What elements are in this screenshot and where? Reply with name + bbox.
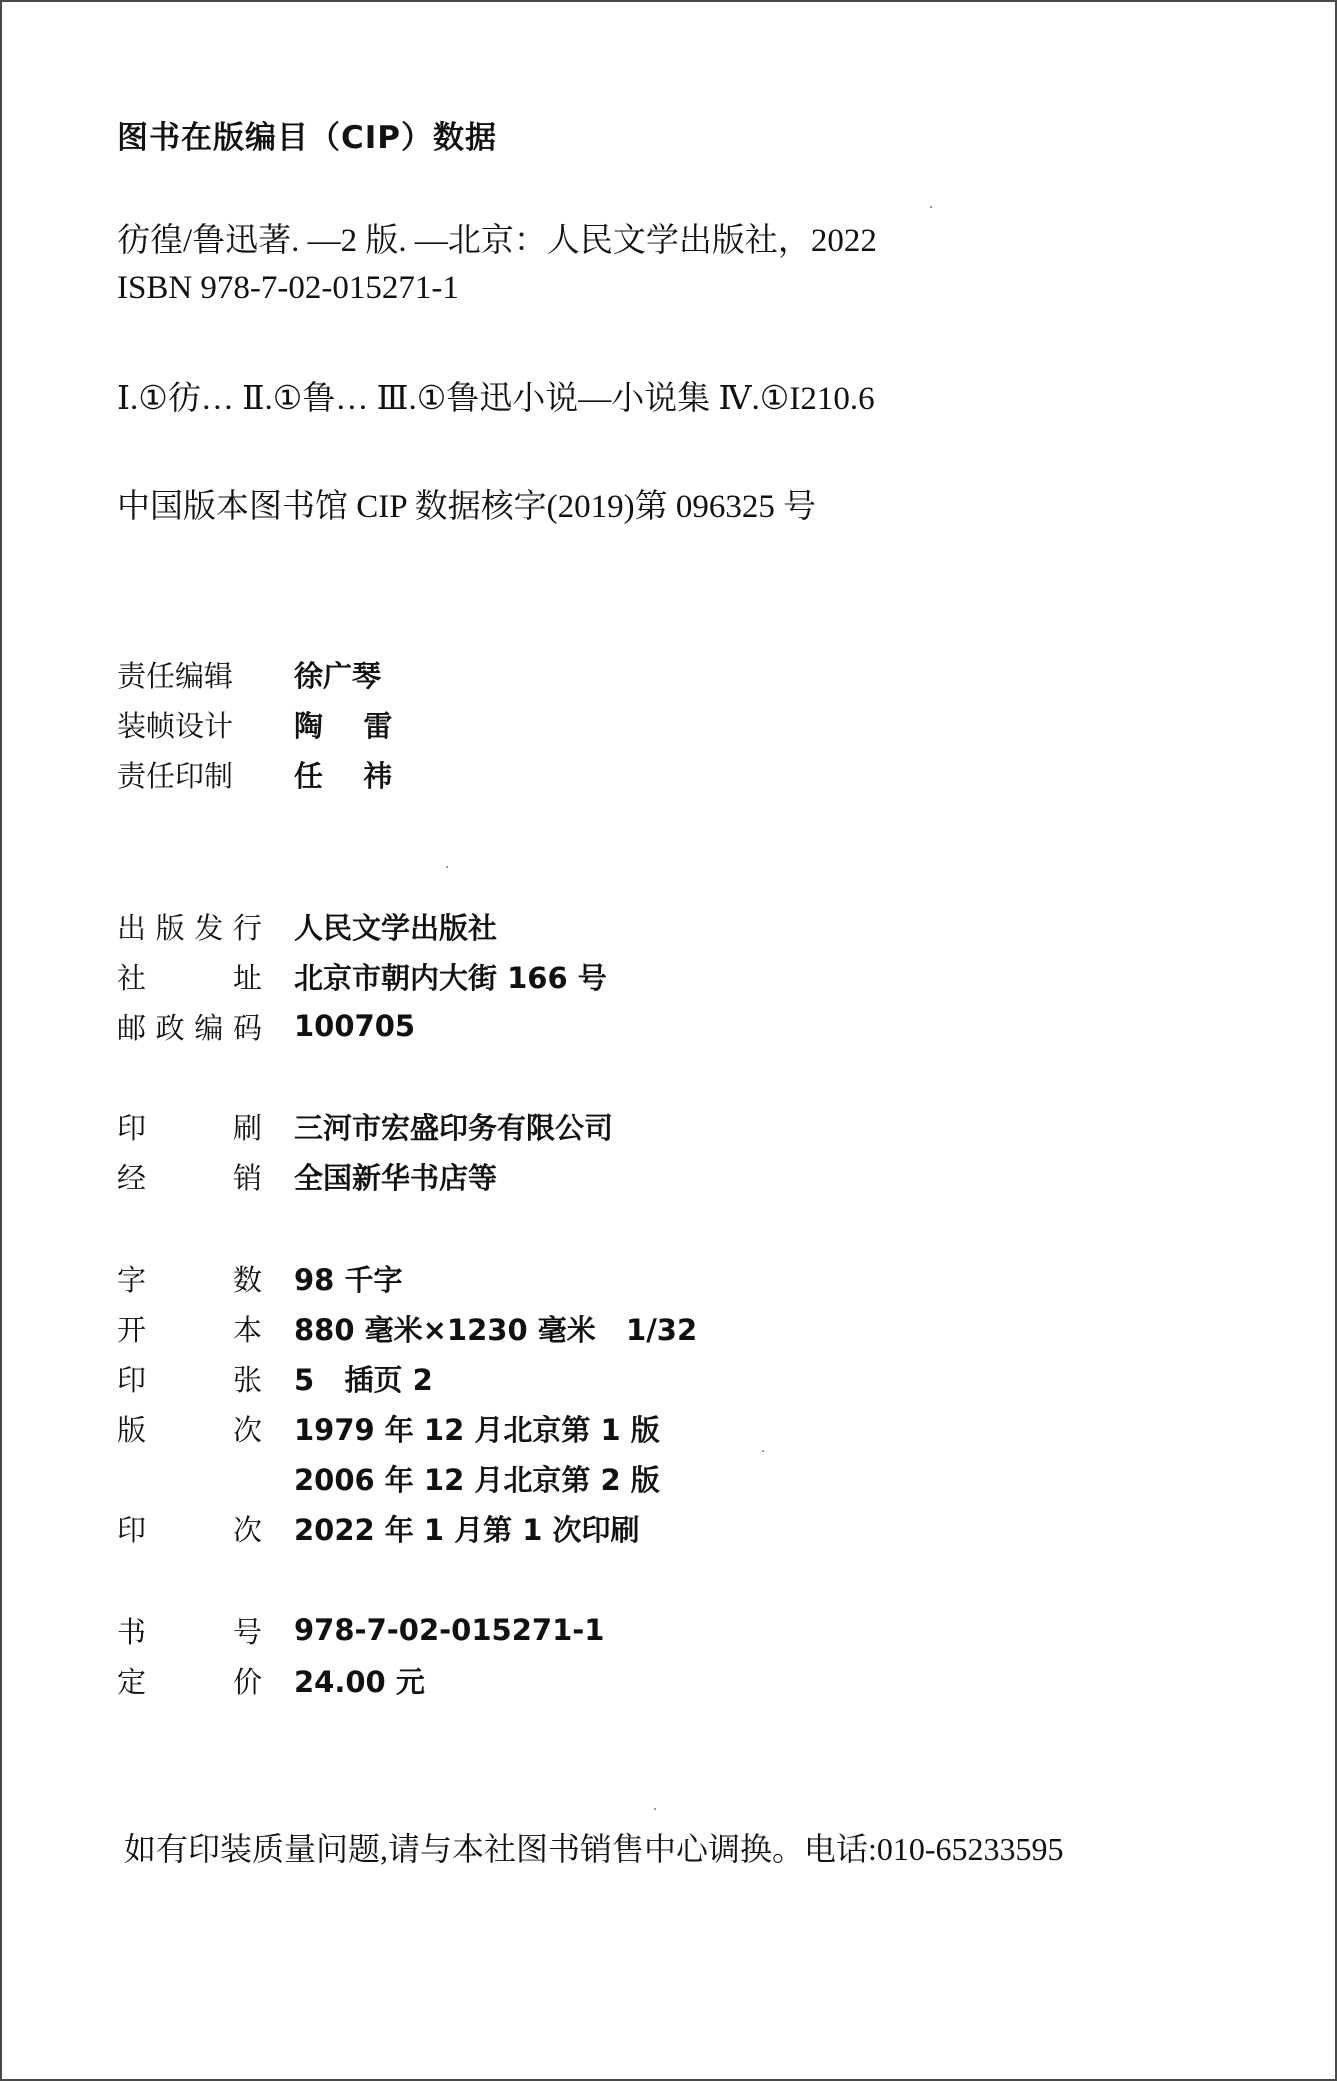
cip-isbn-line: ISBN 978-7-02-015271-1 (117, 270, 459, 306)
label-char: 经 (117, 1160, 147, 1195)
field-label (117, 1408, 262, 1449)
scan-speck (446, 866, 448, 868)
credit-label: 装帧设计 (117, 708, 234, 743)
field-label (117, 1106, 262, 1147)
label-char: 开 (117, 1312, 147, 1347)
credit-value: 徐广琴 (294, 658, 382, 693)
label-char: 刷 (232, 1110, 262, 1145)
label-char: 号 (232, 1614, 262, 1649)
credit-row-printing-manager (117, 754, 393, 794)
scan-speck (654, 1808, 656, 1810)
credit-row-editor (117, 654, 382, 694)
spec-row-impression (117, 1508, 640, 1548)
field-label (117, 1258, 262, 1299)
label-char: 印 (117, 1110, 147, 1145)
field-value: 2022 年 1 月第 1 次印刷 (294, 1512, 640, 1547)
field-label (117, 1308, 262, 1349)
spec-row-format (117, 1308, 698, 1348)
printing-row-printer (117, 1106, 614, 1146)
label-char: 印 (117, 1512, 147, 1547)
spec-row-word-count (117, 1258, 403, 1298)
label-char: 次 (232, 1412, 262, 1447)
field-value: 1979 年 12 月北京第 1 版 (294, 1412, 660, 1447)
cip-title: 图书在版编目（CIP）数据 (117, 120, 498, 156)
field-label (117, 1156, 262, 1197)
cip-bibliographic-line: 彷徨/鲁迅著. —2 版. —北京：人民文学出版社，2022 (117, 223, 877, 259)
cip-classification-line: Ⅰ.①彷… Ⅱ.①鲁… Ⅲ.①鲁迅小说—小说集 Ⅳ.①I210.6 (117, 381, 875, 417)
label-char: 发 (194, 910, 224, 945)
label-char: 次 (232, 1512, 262, 1547)
cip-approval-number: 中国版本图书馆 CIP 数据核字(2019)第 096325 号 (117, 489, 817, 525)
scan-speck (762, 1450, 764, 1452)
label-char: 书 (117, 1614, 147, 1649)
label-char: 出 (117, 910, 147, 945)
scan-speck (930, 206, 932, 208)
label-char: 编 (194, 1010, 224, 1045)
label-char: 数 (232, 1262, 262, 1297)
label-char: 张 (232, 1362, 262, 1397)
label-char: 址 (232, 960, 262, 995)
label-char: 行 (232, 910, 262, 945)
credit-value: 陶 雷 (294, 708, 393, 743)
field-label (117, 1358, 262, 1399)
spec-row-edition-2 (117, 1458, 660, 1498)
field-value: 880 毫米×1230 毫米 1/32 (294, 1312, 698, 1347)
credit-label: 责任编辑 (117, 658, 234, 693)
field-value: 5 插页 2 (294, 1362, 433, 1397)
label-char: 字 (117, 1262, 147, 1297)
spec-row-sheets (117, 1358, 433, 1398)
publisher-row-address (117, 956, 607, 996)
field-value: 北京市朝内大街 166 号 (294, 960, 607, 995)
field-value: 人民文学出版社 (294, 910, 498, 945)
field-label (117, 956, 262, 997)
credit-value: 任 祎 (294, 758, 393, 793)
field-value: 2006 年 12 月北京第 2 版 (294, 1462, 660, 1497)
credit-label: 责任印制 (117, 758, 234, 793)
publisher-row-distributor (117, 906, 498, 946)
label-char: 印 (117, 1362, 147, 1397)
publisher-row-postcode (117, 1006, 416, 1046)
field-label (117, 1610, 262, 1651)
field-label (117, 1660, 262, 1701)
printing-row-distribution (117, 1156, 498, 1196)
pricing-row-isbn (117, 1610, 605, 1650)
label-char: 版 (117, 1412, 147, 1447)
quality-notice: 如有印装质量问题,请与本社图书销售中心调换。电话:010-65233595 (124, 1831, 1064, 1867)
pricing-row-price (117, 1660, 425, 1700)
field-value: 全国新华书店等 (294, 1160, 498, 1195)
label-char: 销 (232, 1160, 262, 1195)
label-char: 版 (155, 910, 185, 945)
field-value: 24.00 元 (294, 1664, 425, 1699)
credit-row-design (117, 704, 393, 744)
label-char: 邮 (117, 1010, 147, 1045)
field-label (117, 1006, 262, 1047)
label-char: 政 (155, 1010, 185, 1045)
field-value: 98 千字 (294, 1262, 403, 1297)
label-char: 价 (232, 1664, 262, 1699)
label-char: 本 (232, 1312, 262, 1347)
label-char: 社 (117, 960, 147, 995)
label-char: 定 (117, 1664, 147, 1699)
field-value: 100705 (294, 1009, 416, 1043)
field-value: 三河市宏盛印务有限公司 (294, 1110, 614, 1145)
field-label (117, 1508, 262, 1549)
field-value: 978-7-02-015271-1 (294, 1613, 605, 1647)
field-label (117, 906, 262, 947)
spec-row-edition (117, 1408, 660, 1448)
label-char: 码 (232, 1010, 262, 1045)
